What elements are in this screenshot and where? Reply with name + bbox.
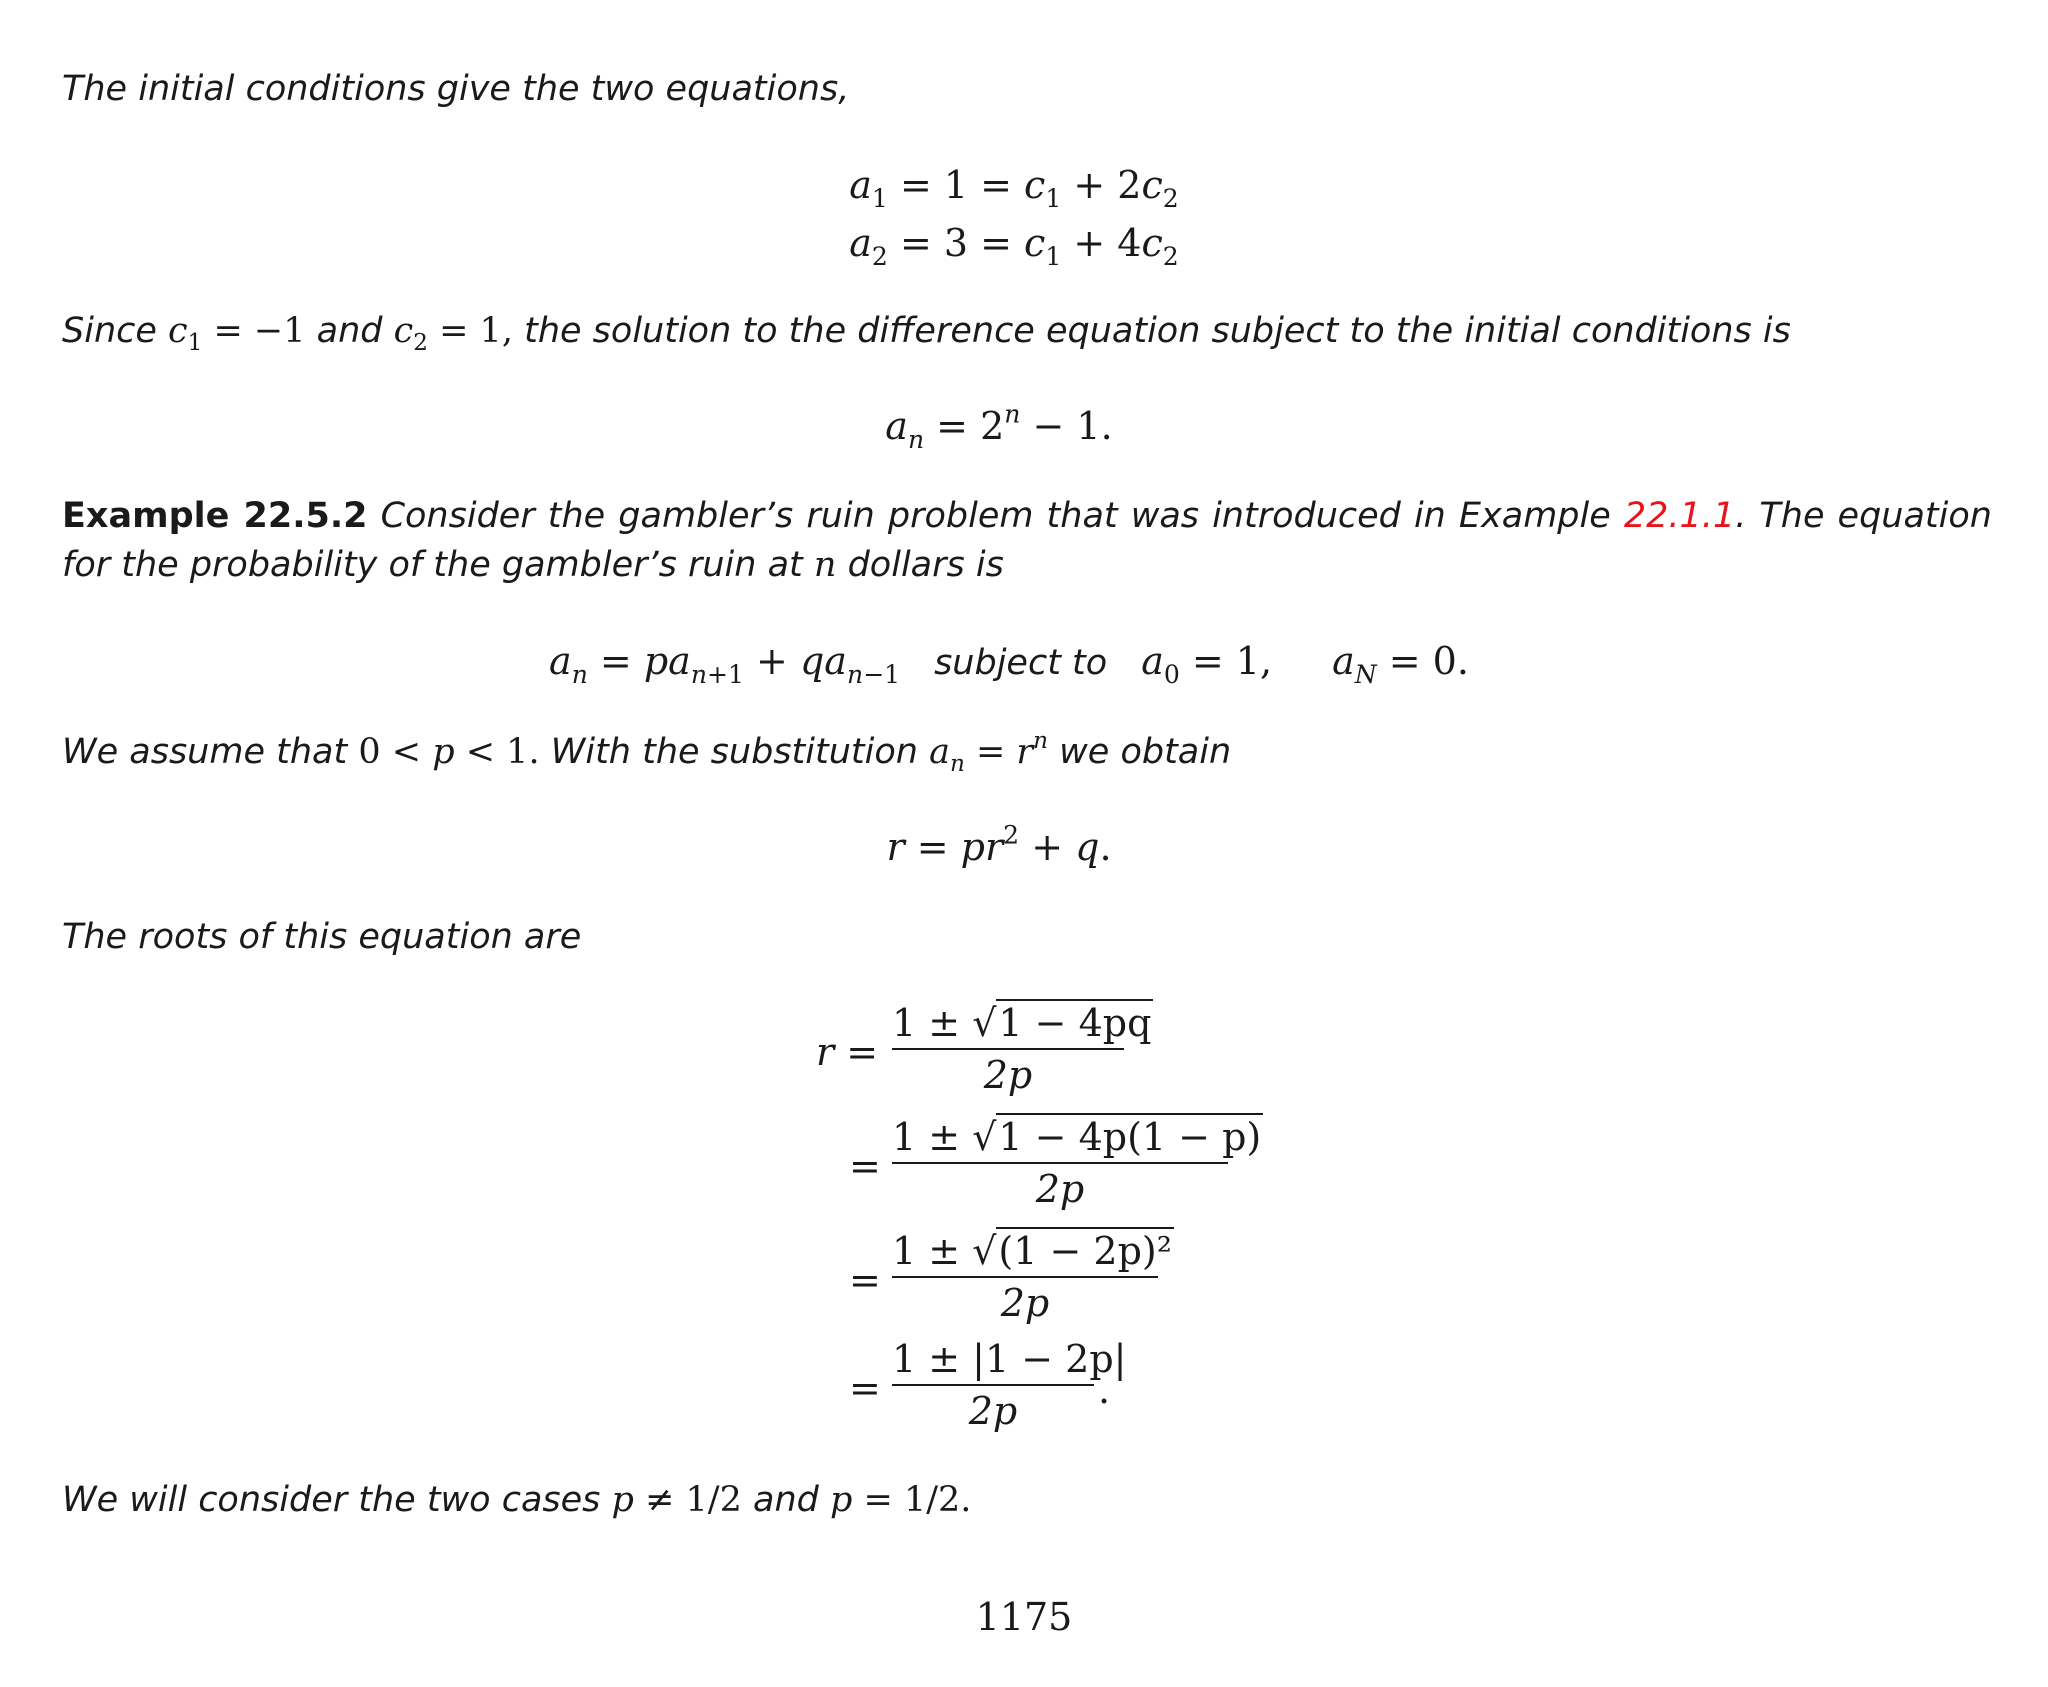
math-substitution: $a_n = r^n$ [929,728,1049,778]
example-label: Example 22.5.2 [62,496,368,536]
root-fraction-1: 1 ± √1 − 4pq 2p [892,1001,1152,1097]
text: dollars is [847,545,1004,585]
paragraph-text: The initial conditions give the two equations, [62,69,850,109]
text: we obtain [1059,732,1232,772]
paragraph-initial-conditions [62,64,1992,114]
equation-system-line-1: $a_1 = 1 = c_1 + 2c_2$ [849,163,1179,213]
paragraph-since [62,306,1992,356]
text: Consider the gambler’s ruin problem that was introduced in Example [380,496,1611,536]
math-p-range: 0 < p < 1. [358,732,540,772]
roots-lhs: r = [816,1030,879,1074]
equation-recurrence: $a_n = pa_{n+1} + qa_{n-1}$ subject to $a_0 = 1$, $a_N = 0$. [549,639,1469,689]
math-case-1: p ≠ 1/2 [611,1480,742,1520]
root-fraction-4: 1 ± |1 − 2p| 2p [892,1337,1127,1433]
root-fraction-2: 1 ± √1 − 4p(1 − p) 2p [892,1115,1262,1211]
text: We assume that [62,732,348,772]
text: With the substitution [550,732,918,772]
equals-sign: = [849,1258,881,1302]
root-fraction-3: 1 ± √(1 − 2p)² 2p [892,1229,1172,1325]
period: . [1098,1368,1111,1412]
text: and [316,311,383,351]
text: We will consider the two cases [62,1480,601,1520]
text: and [753,1480,819,1520]
equation-system-line-2: $a_2 = 3 = c_1 + 4c_2$ [849,221,1179,271]
math-c2: $c_2 = 1$, [393,311,513,357]
text: The roots of this equation are [62,917,582,957]
equation-characteristic: $r = pr^2 + q$. [886,820,1112,869]
equals-sign: = [849,1144,881,1188]
subject-to-text: subject to [934,643,1108,683]
paragraph-roots [62,912,1992,962]
paragraph-example [62,492,1992,590]
paragraph-assume [62,727,1992,777]
page-number: 1175 [975,1595,1073,1639]
equation-solution: $a_n = 2^n - 1$. [885,399,1113,454]
math-n: n [813,545,837,585]
text: . The equation for the probability of the gambler’s ruin at [62,496,1992,585]
paragraph-cases [62,1475,1992,1525]
math-c1: $c_1 = -1$ [168,311,306,357]
text: Since [62,311,157,351]
equals-sign: = [849,1366,881,1410]
math-case-2: p = 1/2. [830,1480,972,1520]
text: the solution to the difference equation subject to the initial conditions is [524,311,1791,351]
example-reference-link[interactable]: 22.1.1 [1623,496,1736,536]
